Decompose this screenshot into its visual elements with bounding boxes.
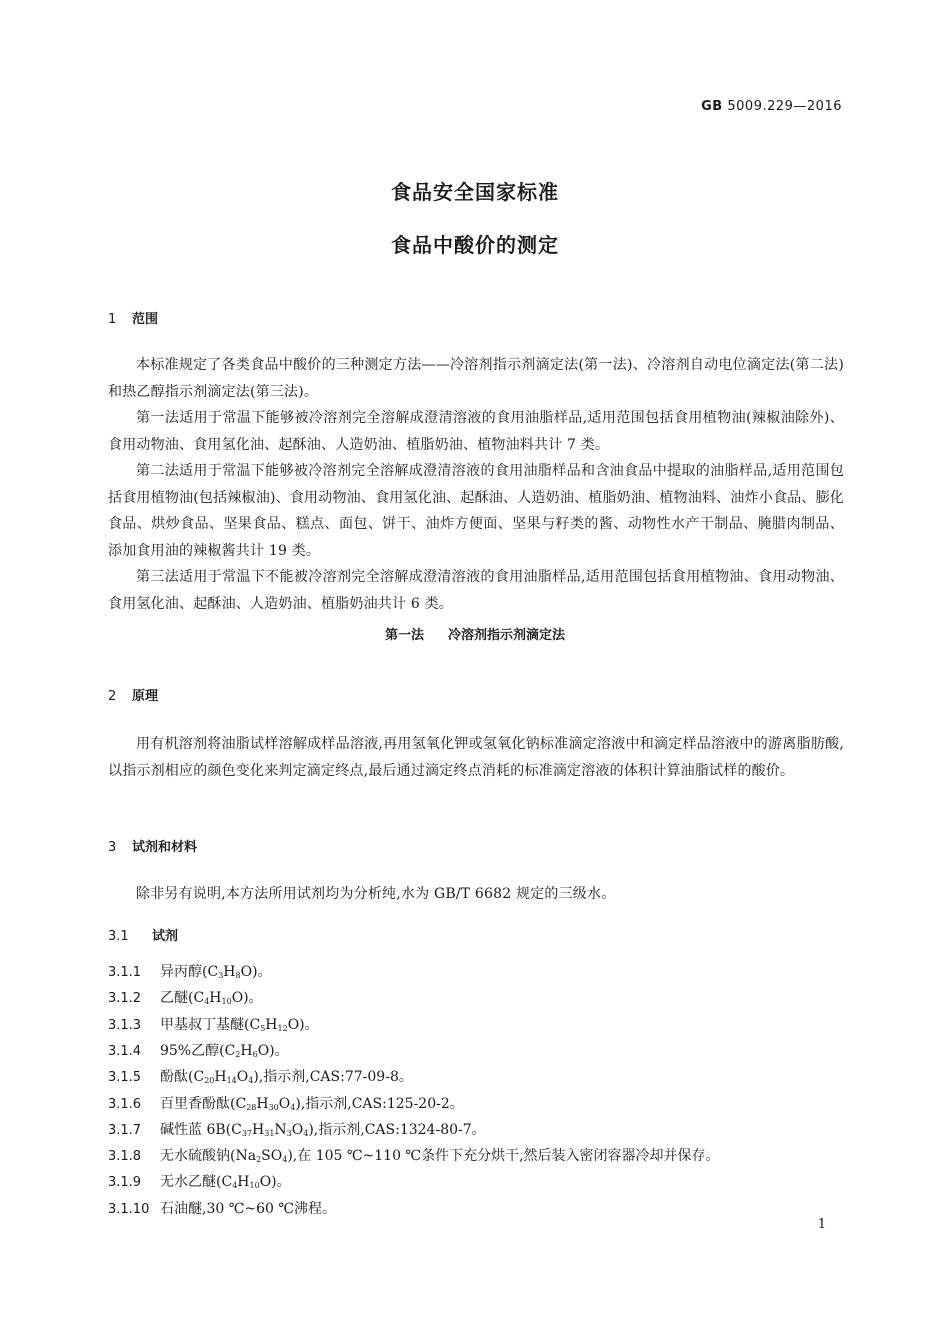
reagent-number: 3.1.1 [108, 965, 142, 980]
reagent-text: O [236, 1069, 249, 1086]
reagent-text: 百里香酚酞(C [160, 1095, 247, 1112]
document-subtitle: 食品中酸价的测定 [391, 233, 559, 257]
reagent-text: ),指示剂,CAS:125-20-2。 [295, 1095, 464, 1112]
section-label: 试剂和材料 [132, 840, 198, 855]
reagent-text: O)。 [231, 990, 263, 1007]
reagent-item [108, 1040, 289, 1060]
reagent-item [108, 1119, 486, 1139]
reagent-text: 甲基叔丁基醚(C [160, 1016, 261, 1033]
section-number: 3.1 [108, 929, 129, 944]
formula-subscript: 31 [264, 1128, 275, 1138]
reagent-text: H [252, 1121, 265, 1138]
reagent-text: O [291, 1121, 304, 1138]
reagent-text: O [278, 1095, 291, 1112]
reagent-number: 3.1.2 [108, 991, 142, 1007]
formula-subscript: 2 [235, 1049, 241, 1059]
reagent-text: O)。 [259, 1174, 291, 1191]
reagent-text: H [223, 964, 236, 980]
reagent-number: 3.1.7 [108, 1122, 142, 1138]
standard-number: 5009.229—2016 [727, 99, 842, 114]
section-label: 范围 [132, 312, 159, 327]
section-label: 试剂 [152, 929, 179, 944]
reagent-item [108, 961, 272, 981]
paragraph: 第三法适用于常温下不能被冷溶剂完全溶解成澄清溶液的食用油脂样品,适用范围包括食用植物油、食用动物油、食用氢化油、起酥油、人造奶油、植脂奶油共计 6 类。 [108, 569, 844, 612]
formula-subscript: 5 [260, 1023, 266, 1033]
standard-code [701, 99, 842, 114]
formula-subscript: 10 [221, 997, 232, 1007]
section-number: 3 [108, 840, 117, 855]
reagent-number: 3.1.9 [108, 1175, 142, 1191]
reagent-number: 3.1.5 [108, 1070, 142, 1086]
reagent-item [108, 987, 263, 1007]
reagent-text: H [240, 1042, 253, 1059]
paragraph: 用有机溶剂将油脂试样溶解成样品溶液,再用氢氧化钾或氢氧化钠标准滴定溶液中和滴定样品溶液中的游离脂肪酸,以指示剂相应的颜色变化来判定滴定终点,最后通过滴定终点消耗的标准滴定溶液的体积计算油脂试样的酸价。 [108, 736, 844, 779]
reagent-text: 无水乙醚(C [160, 1174, 233, 1191]
section-2-body [108, 731, 844, 784]
formula-subscript: 4 [232, 1181, 238, 1191]
reagent-text: 酚酞(C [160, 1069, 205, 1086]
reagent-text: 95%乙醇(C [160, 1042, 236, 1059]
method-name: 冷溶剂指示剂滴定法 [448, 628, 566, 643]
formula-subscript: 28 [246, 1102, 257, 1112]
reagent-number: 3.1.6 [108, 1096, 142, 1112]
section-1-body [108, 352, 844, 617]
formula-subscript: 8 [235, 971, 241, 980]
document-title: 食品安全国家标准 [391, 180, 559, 204]
paragraph: 本标准规定了各类食品中酸价的三种测定方法——冷溶剂指示剂滴定法(第一法)、冷溶剂自动电位滴定法(第二法)和热乙醇指示剂滴定法(第三法)。 [108, 357, 844, 400]
reagent-item [108, 1145, 720, 1165]
reagent-item [108, 1093, 464, 1113]
formula-subscript: 30 [268, 1102, 279, 1112]
reagent-item [108, 1014, 319, 1034]
formula-subscript: 2 [256, 1155, 262, 1165]
reagent-text: H [256, 1095, 269, 1112]
section-3-1-heading [108, 925, 178, 944]
reagent-text: ),指示剂,CAS:77-09-8。 [253, 1069, 413, 1086]
reagent-text: 石油醚,30 ℃~60 ℃沸程。 [160, 1200, 337, 1217]
reagent-text: H [209, 990, 222, 1007]
method-heading [0, 624, 950, 643]
reagent-number: 3.1.4 [108, 1043, 142, 1059]
reagent-text: O)。 [287, 1016, 319, 1033]
formula-subscript: 4 [282, 1155, 288, 1165]
section-number: 1 [108, 312, 117, 327]
paragraph: 第二法适用于常温下能够被冷溶剂完全溶解成澄清溶液的食用油脂样品和含油食品中提取的油脂样品,适用范围包括食用植物油(包括辣椒油)、食用动物油、食用氢化油、起酥油、人造奶油、植脂奶油、植物油料、油炸小食品、膨化食品、烘炒食品、坚果食品、糕点、面包、饼干、油炸方便面、坚果与籽类的酱、动物性水产干制品、腌腊肉制品、添加食用油的辣椒酱共计 19 类。 [108, 463, 844, 559]
formula-subscript: 3 [218, 971, 224, 980]
section-3-heading [108, 836, 197, 855]
reagent-text: 异丙醇(C [160, 964, 219, 980]
paragraph: 第一法适用于常温下能够被冷溶剂完全溶解成澄清溶液的食用油脂样品,适用范围包括食用植物油(辣椒油除外)、食用动物油、食用氢化油、起酥油、人造奶油、植脂奶油、植物油料共计 7 类。 [108, 410, 844, 453]
method-label: 第一法 [384, 628, 424, 643]
formula-subscript: 3 [286, 1128, 292, 1138]
reagent-text: ),指示剂,CAS:1324-80-7。 [308, 1121, 486, 1138]
reagent-number: 3.1.3 [108, 1017, 142, 1033]
reagent-text: H [237, 1174, 250, 1191]
reagent-text: N [274, 1121, 287, 1138]
section-number: 2 [108, 689, 117, 704]
reagent-text: 碱性蓝 6B(C [160, 1121, 242, 1138]
formula-subscript: 20 [204, 1076, 215, 1086]
reagent-text: 乙醚(C [160, 990, 205, 1007]
reagent-text: SO [261, 1148, 283, 1165]
section-label: 原理 [132, 689, 159, 704]
reagent-item [108, 1198, 336, 1218]
section-1-heading [108, 308, 158, 327]
reagent-number: 3.1.8 [108, 1149, 142, 1165]
reagent-text: H [265, 1016, 278, 1033]
formula-subscript: 4 [248, 1076, 254, 1086]
page-number: 1 [817, 1217, 826, 1232]
reagent-text: O)。 [240, 964, 272, 980]
formula-subscript: 6 [252, 1049, 258, 1059]
formula-subscript: 4 [303, 1128, 309, 1138]
reagent-text: O)。 [257, 1042, 289, 1059]
formula-subscript: 12 [277, 1023, 288, 1033]
reagent-text: ),在 105 ℃~110 ℃条件下充分烘干,然后装入密闭容器冷却并保存。 [287, 1148, 720, 1165]
reagent-item [108, 1066, 413, 1086]
formula-subscript: 10 [249, 1181, 260, 1191]
reagent-text: H [214, 1069, 227, 1086]
formula-subscript: 14 [226, 1076, 237, 1086]
reagent-text: 无水硫酸钠(Na [160, 1148, 257, 1165]
formula-subscript: 4 [290, 1102, 296, 1112]
section-2-heading [108, 685, 158, 704]
reagent-number: 3.1.10 [108, 1201, 150, 1217]
section-3-body [108, 881, 844, 908]
formula-subscript: 37 [241, 1128, 253, 1138]
reagent-item [108, 1171, 291, 1191]
paragraph: 除非另有说明,本方法所用试剂均为分析纯,水为 GB/T 6682 规定的三级水。 [136, 886, 616, 902]
formula-subscript: 4 [204, 997, 210, 1007]
standard-prefix: GB [701, 99, 723, 114]
